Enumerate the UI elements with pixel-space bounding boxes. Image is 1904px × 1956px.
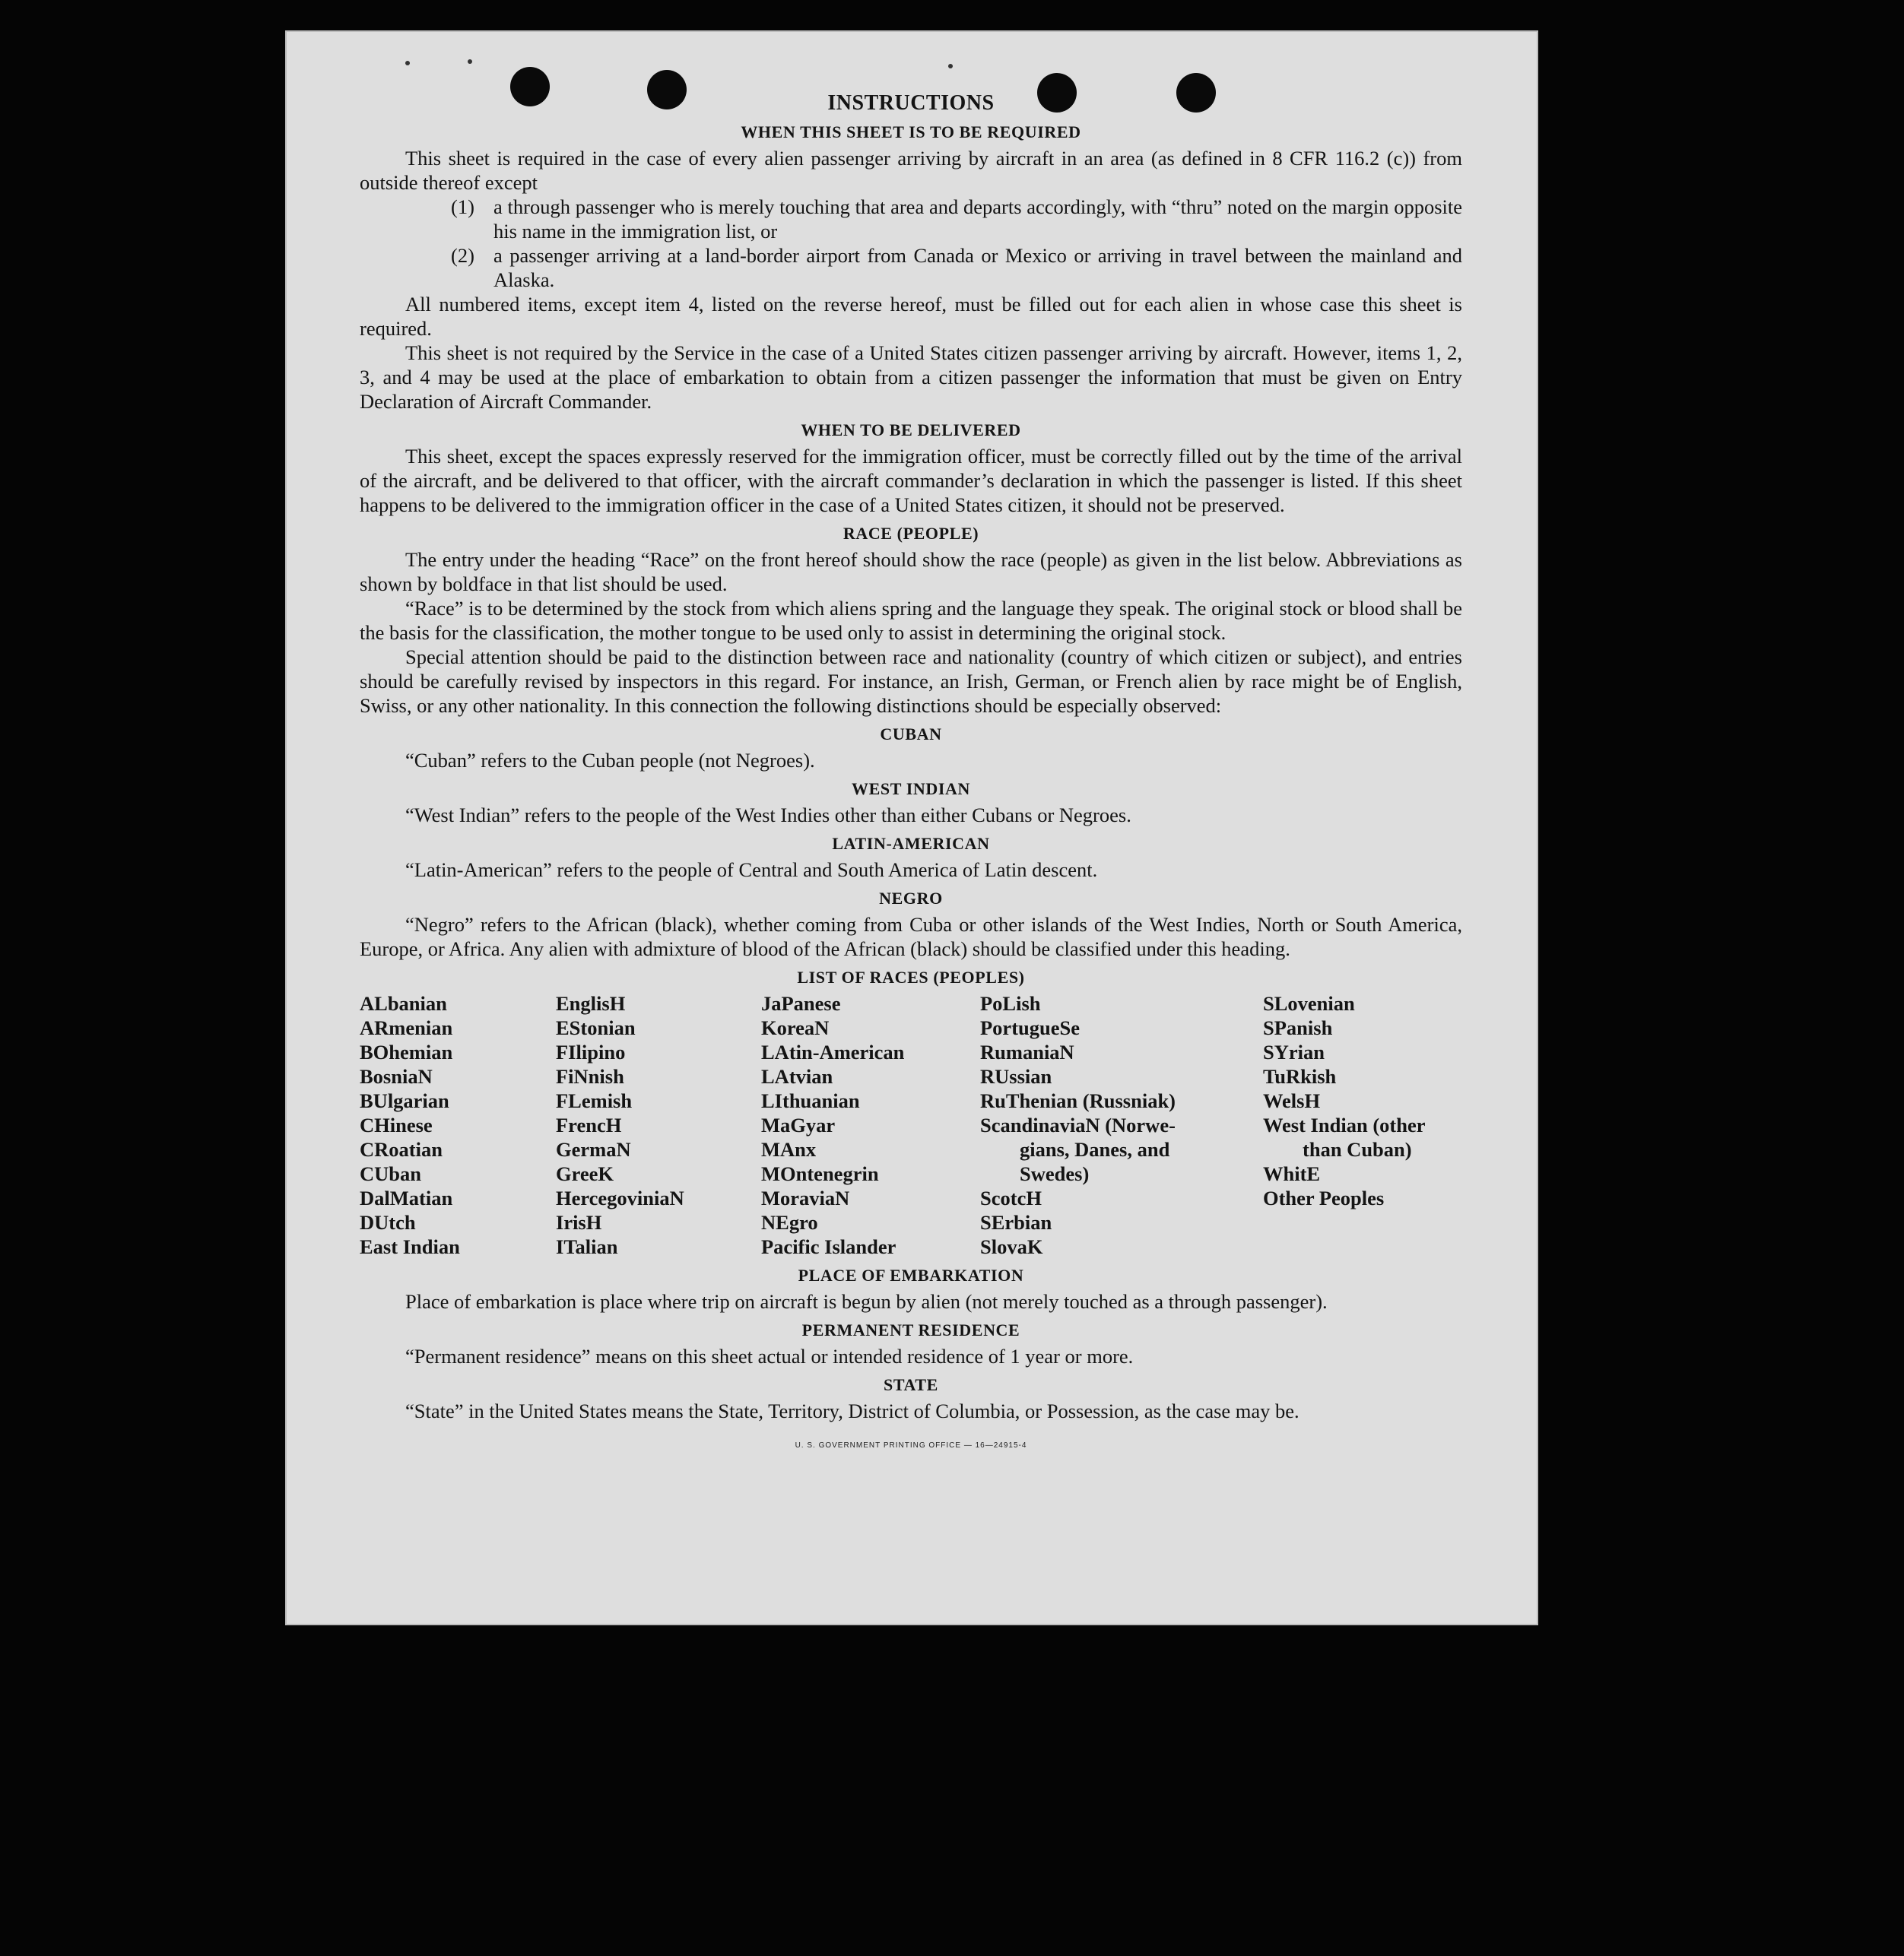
race-entry: WelsH <box>1263 1089 1321 1112</box>
race-entry: SLovenian <box>1263 992 1355 1015</box>
race-entry: Pacific Islander <box>761 1235 896 1258</box>
race-entry: WhitE <box>1263 1162 1321 1185</box>
item-text: a passenger arriving at a land-border airport from Canada or Mexico or arriving in travel between the mainland and Alaska. <box>493 244 1462 291</box>
paragraph: The entry under the heading “Race” on the front hereof should show the race (people) as given in the list below. Abbreviations as shown by boldface in that list should be used. <box>360 548 1462 595</box>
race-entry-continued: Swedes) <box>1020 1162 1090 1185</box>
list-item <box>451 195 1462 243</box>
race-entry: FrencH <box>556 1114 622 1137</box>
printer-imprint: U. S. GOVERNMENT PRINTING OFFICE — 16—24915-4 <box>795 1441 1027 1450</box>
race-entry: LAtin-American <box>761 1041 905 1064</box>
paragraph: “State” in the United States means the State, Territory, District of Columbia, or Possession, as the case may be. <box>405 1400 1299 1422</box>
section-heading: WHEN TO BE DELIVERED <box>801 420 1021 439</box>
paragraph: This sheet, except the spaces expressly reserved for the immigration officer, must be correctly filled out by the time of the arrival of the aircraft, and be delivered to that officer, with the aircraft commander’s declaration in which the passenger is listed. If this sheet happens to be delivered to the immigration officer in the case of a United States citizen, it should not be preserved. <box>360 445 1462 516</box>
race-entry: Other Peoples <box>1263 1187 1385 1209</box>
race-entry: SlovaK <box>980 1235 1043 1258</box>
race-entry: RumaniaN <box>980 1041 1074 1064</box>
race-entry: CUban <box>360 1162 422 1185</box>
race-entry: East Indian <box>360 1235 460 1258</box>
race-entry: ScandinaviaN (Norwe- <box>980 1114 1176 1137</box>
paragraph: “Race” is to be determined by the stock from which aliens spring and the language they speak. The original stock or blood shall be the basis for the classification, the mother tongue to be used only to assist in determining the original stock. <box>360 597 1462 644</box>
race-entry: GreeK <box>556 1162 614 1185</box>
race-entry: MoraviaN <box>761 1187 850 1209</box>
paragraph: “Permanent residence” means on this sheet actual or intended residence of 1 year or more. <box>405 1345 1134 1368</box>
race-entry: ALbanian <box>360 992 447 1015</box>
race-entry: RUssian <box>980 1065 1052 1088</box>
speck <box>948 64 953 68</box>
race-entry: MaGyar <box>761 1114 836 1137</box>
race-entry: BOhemian <box>360 1041 453 1064</box>
race-column <box>360 991 556 1259</box>
paragraph: Special attention should be paid to the distinction between race and nationality (country of which citizen or subject), and entries should be carefully revised by inspectors in this regard. For instance, an Irish, German, or French alien by race might be of English, Swiss, or any other nationality. In this connection the following distinctions should be especially observed: <box>360 645 1462 717</box>
paragraph: “Latin-American” refers to the people of Central and South America of Latin descent. <box>405 858 1098 881</box>
paragraph: All numbered items, except item 4, listed on the reverse hereof, must be filled out for each alien in whose case this sheet is required. <box>360 293 1462 340</box>
item-text: a through passenger who is merely touching that area and departs accordingly, with “thru” noted on the margin opposite his name in the immigration list, or <box>493 195 1462 243</box>
paragraph: “Cuban” refers to the Cuban people (not Negroes). <box>405 749 815 772</box>
race-column <box>556 991 761 1259</box>
paragraph: Place of embarkation is place where trip on aircraft is begun by alien (not merely touched as a through passenger). <box>405 1290 1328 1313</box>
race-entry: ARmenian <box>360 1016 453 1039</box>
race-entry-continued: than Cuban) <box>1303 1138 1412 1161</box>
paragraph: “West Indian” refers to the people of the West Indies other than either Cubans or Negroes. <box>405 804 1131 826</box>
race-entry: NEgro <box>761 1211 818 1234</box>
page-title: INSTRUCTIONS <box>827 91 995 115</box>
race-column <box>761 991 980 1259</box>
race-entry: West Indian (other <box>1263 1114 1426 1137</box>
race-entry: CRoatian <box>360 1138 443 1161</box>
race-entry: TuRkish <box>1263 1065 1337 1088</box>
section-heading: STATE <box>884 1375 938 1394</box>
race-entry: HercegoviniaN <box>556 1187 684 1209</box>
race-entry: KoreaN <box>761 1016 830 1039</box>
race-entry: LAtvian <box>761 1065 833 1088</box>
speck <box>468 59 472 64</box>
race-entry: BUlgarian <box>360 1089 449 1112</box>
race-entry: SYrian <box>1263 1041 1325 1064</box>
race-entry: MOntenegrin <box>761 1162 879 1185</box>
race-entry: JaPanese <box>761 992 841 1015</box>
race-entry: PoLish <box>980 992 1041 1015</box>
race-entry: IrisH <box>556 1211 602 1234</box>
paragraph: This sheet is required in the case of every alien passenger arriving by aircraft in an area (as defined in 8 CFR 116.2 (c)) from outside thereof except <box>360 147 1462 194</box>
section-heading: RACE (PEOPLE) <box>843 524 979 543</box>
paragraph: “Negro” refers to the African (black), whether coming from Cuba or other islands of the West Indies, North or South America, Europe, or Africa. Any alien with admixture of blood of the African (black) should be classified under this heading. <box>360 913 1462 960</box>
race-entry: SErbian <box>980 1211 1052 1234</box>
race-entry: RuThenian (Russniak) <box>980 1089 1176 1112</box>
race-entry: SPanish <box>1263 1016 1333 1039</box>
section-heading: PERMANENT RESIDENCE <box>801 1320 1020 1339</box>
race-entry: MAnx <box>761 1138 817 1161</box>
speck <box>405 61 410 65</box>
race-entry: EStonian <box>556 1016 636 1039</box>
race-entry: BosniaN <box>360 1065 433 1088</box>
race-entry: ITalian <box>556 1235 618 1258</box>
item-number: (1) <box>451 195 474 218</box>
section-heading: LIST OF RACES (PEOPLES) <box>797 968 1025 987</box>
race-list <box>360 991 1462 1259</box>
section-heading: PLACE OF EMBARKATION <box>798 1266 1024 1285</box>
item-number: (2) <box>451 244 474 267</box>
section-heading: NEGRO <box>879 889 943 908</box>
race-entry: FIlipino <box>556 1041 626 1064</box>
section-heading: WHEN THIS SHEET IS TO BE REQUIRED <box>741 122 1081 141</box>
race-entry: EnglisH <box>556 992 626 1015</box>
race-entry: DalMatian <box>360 1187 453 1209</box>
document-sheet <box>285 30 1538 1625</box>
instructions-text <box>360 91 1462 1458</box>
race-entry: LIthuanian <box>761 1089 860 1112</box>
section-heading: LATIN-AMERICAN <box>832 834 990 853</box>
paragraph: This sheet is not required by the Service in the case of a United States citizen passenger arriving by aircraft. However, items 1, 2, 3, and 4 may be used at the place of embarkation to obtain from a citizen passenger the information that must be given on Entry Declaration of Aircraft Commander. <box>360 341 1462 413</box>
race-entry: FiNnish <box>556 1065 624 1088</box>
list-item <box>451 243 1462 292</box>
section-heading: WEST INDIAN <box>852 779 970 798</box>
race-entry: DUtch <box>360 1211 416 1234</box>
section-heading: CUBAN <box>880 724 942 743</box>
race-column <box>980 991 1263 1259</box>
race-entry-continued: gians, Danes, and <box>1020 1138 1170 1161</box>
race-entry: ScotcH <box>980 1187 1042 1209</box>
race-entry: GermaN <box>556 1138 631 1161</box>
race-column <box>1263 991 1462 1259</box>
race-entry: PortugueSe <box>980 1016 1081 1039</box>
race-entry: CHinese <box>360 1114 433 1137</box>
race-entry: FLemish <box>556 1089 633 1112</box>
